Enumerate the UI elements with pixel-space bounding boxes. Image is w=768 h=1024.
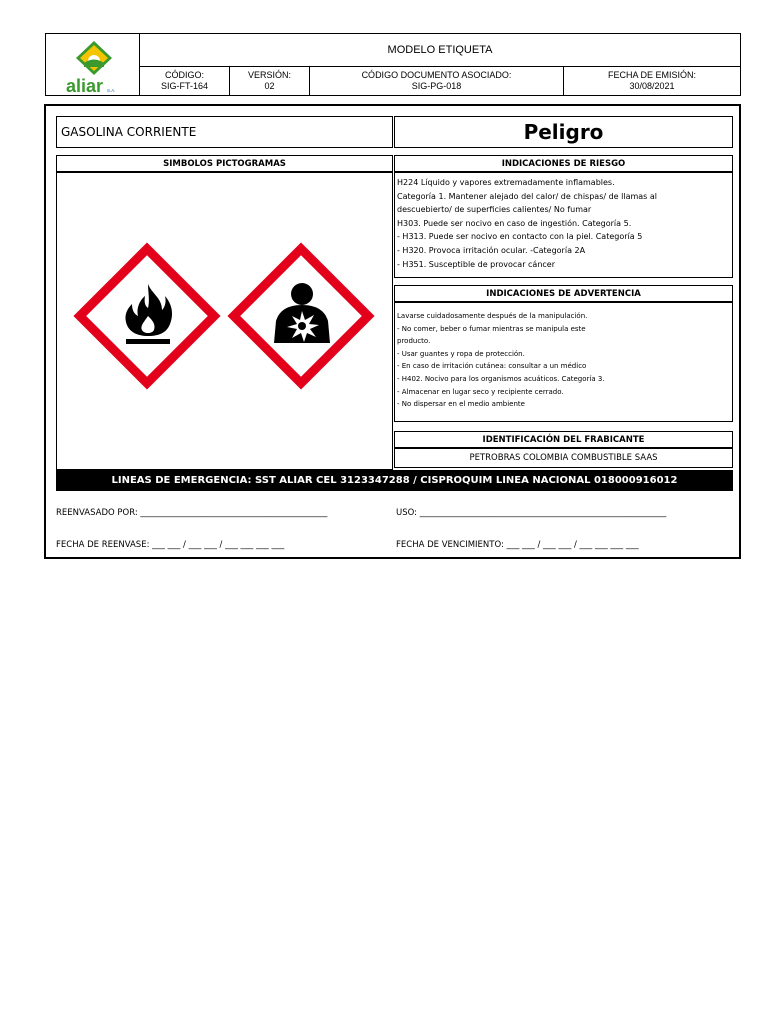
product-name: GASOLINA CORRIENTE <box>56 116 393 148</box>
warning-statement: - No dispersar en el medio ambiente <box>397 400 525 409</box>
warning-heading: INDICACIONES DE ADVERTENCIA <box>394 285 733 302</box>
issue-date-label: FECHA DE EMISIÓN: <box>607 70 696 80</box>
issue-date-cell <box>564 67 740 95</box>
logo-wordmark: aliar <box>66 76 104 94</box>
risk-statement: descuebierto/ de superficies calientes/ No fumar <box>397 205 592 215</box>
codigo-value: SIG-FT-164 <box>160 81 208 91</box>
warning-statement: - H402. Nocivo para los organismos acuáticos. Categoría 3. <box>397 374 605 383</box>
version-label: VERSIÓN: <box>247 70 291 80</box>
reenvasado-field: REENVASADO POR: ____________________________________________ <box>56 508 328 518</box>
flame-icon <box>112 278 184 350</box>
document-title: MODELO ETIQUETA <box>140 34 740 67</box>
warning-lines <box>395 303 732 411</box>
risk-lines <box>395 173 732 271</box>
logo-suffix: S.A. <box>107 88 116 93</box>
warning-statement: - Almacenar en lugar seco y recipiente cerrado. <box>397 387 564 396</box>
risk-statement: Categoría 1. Mantener alejado del calor/ de chispas/ de llamas al <box>397 191 658 201</box>
manufacturer-name: PETROBRAS COLOMBIA COMBUSTIBLE SAAS <box>394 448 733 468</box>
aliar-logo-icon <box>46 34 138 94</box>
risk-heading: INDICACIONES DE RIESGO <box>394 155 733 172</box>
risk-statement: - H320. Provoca irritación ocular. -Categoría 2A <box>397 245 586 255</box>
risk-statements <box>394 172 733 278</box>
signal-word: Peligro <box>394 116 733 148</box>
warning-statement: Lavarse cuidadosamente después de la manipulación. <box>397 312 588 320</box>
refill-date-field: FECHA DE REENVASE: ___ ___ / ___ ___ / ___ ___ ___ ___ <box>56 540 285 550</box>
warning-statement: producto. <box>397 337 431 346</box>
associated-doc-value: SIG-PG-018 <box>411 81 462 91</box>
codigo-label: CÓDIGO: <box>164 70 204 80</box>
hazard-label <box>44 104 741 559</box>
issue-date-value: 30/08/2021 <box>629 81 675 91</box>
version-cell <box>230 67 310 95</box>
associated-doc-cell <box>310 67 564 95</box>
pictograms-heading: SIMBOLOS PICTOGRAMAS <box>56 155 393 172</box>
expiry-date-field: FECHA DE VENCIMIENTO: ___ ___ / ___ ___ / ___ ___ ___ ___ <box>396 540 639 550</box>
associated-doc-label: CÓDIGO DOCUMENTO ASOCIADO: <box>361 70 512 80</box>
risk-statement: - H313. Puede ser nocivo en contacto con la piel. Categoría 5 <box>397 232 643 242</box>
risk-statement: H303. Puede ser nocivo en caso de ingestión. Categoría 5. <box>397 218 632 228</box>
manufacturer-heading: IDENTIFICACIÓN DEL FRABICANTE <box>394 431 733 448</box>
version-value: 02 <box>264 81 275 91</box>
warning-statement: - En caso de irritación cutánea: consultar a un médico <box>397 362 587 371</box>
codigo-cell <box>140 67 230 95</box>
warning-statements <box>394 302 733 422</box>
pictogram-panel <box>56 172 393 470</box>
company-logo <box>46 34 140 95</box>
risk-statement: H224 Líquido y vapores extremadamente inflamables. <box>397 178 615 187</box>
uso-field: USO: __________________________________________________________ <box>396 508 667 518</box>
risk-statement: - H351. Susceptible de provocar cáncer <box>397 259 556 269</box>
warning-statement: - Usar guantes y ropa de protección. <box>397 349 525 358</box>
emergency-lines: LINEAS DE EMERGENCIA: SST ALIAR CEL 3123347288 / CISPROQUIM LINEA NACIONAL 018000916012 <box>56 470 733 491</box>
warning-statement: - No comer, beber o fumar mientras se manipula este <box>397 324 586 333</box>
document-header <box>45 33 741 96</box>
health-hazard-icon <box>265 277 339 351</box>
